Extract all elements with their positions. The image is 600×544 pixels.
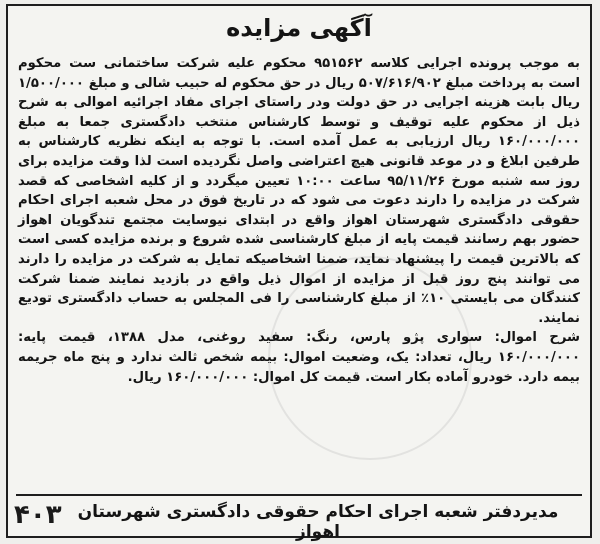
notice-body: [18, 54, 580, 387]
notice-signature: مدیردفتر شعبه اجرای احکام حقوقی دادگستری شهرستان اهواز: [77, 502, 559, 542]
footer-divider: [16, 494, 582, 496]
auction-notice: [6, 4, 592, 542]
notice-title: آگهی مزایده: [226, 14, 372, 42]
notice-paragraph-assets: شرح اموال: سواری پژو پارس، رنگ: سفید روغنی، مدل ۱۳۸۸، قیمت پایه: ۱۶۰/۰۰۰/۰۰۰ ریال، تعداد: یک، وضعیت اموال: بیمه شخص ثالث ندارد و پنج ماه جریمه بیمه دارد. خودرو آماده بکار است. قیمت کل اموال: ۱۶۰/۰۰۰/۰۰۰ ریال.: [18, 330, 580, 385]
handwritten-page-mark: ۴۰۳: [14, 500, 62, 530]
notice-paragraph-main: به موجب پرونده اجرایی کلاسه ۹۵۱۵۶۲ محکوم علیه شرکت ساختمانی ست محکوم است به پرداخت مبلغ ۵۰۷/۶۱۶/۹۰۲ ریال در حق محکوم له حبیب شالی و مبلغ ۱/۵۰۰/۰۰۰ ریال بابت هزینه اجرایی در حق دولت ودر راستای اجرای مفاد اجرائیه اموالی به شرح ذیل از محکوم علیه توقیف و توسط کارشناس منتخب دادگستری جمعا به مبلغ ۱۶۰/۰۰۰/۰۰۰ ریال ارزیابی به عمل آمده است. با توجه به اینکه نظریه کارشناس به طرفین ابلاغ و در موعد قانونی هیچ اعتراضی واصل نگردیده است لذا وقت مزایده برای روز سه شنبه مورخ ۹۵/۱۱/۲۶ ساعت ۱۰:۰۰ تعیین میگردد و از کلیه اشخاصی که قصد شرکت در مزایده را دارند دعوت می شود که در تاریخ فوق در محل شعبه اجرای احکام حقوقی دادگستری شهرستان اهواز واقع در ابتدای نیوسایت مجتمع تندگویان اهواز حضور بهم رسانند قیمت پایه از مبلغ کارشناسی شده شروع و برنده مزایده کسی است که بالاترین قیمت را پیشنهاد نماید، ضمنا اشخاصیکه تمایل به شرکت در مزایده را دارند می توانند پنج روز قبل از مزایده از اموال ذیل واقع در بازدید نمایند ضمنا شرکت کنندگان می بایستی ۱۰٪ از مبلغ کارشناسی را فی المجلس به حساب دادگستری تودیع نمایند.: [18, 56, 580, 326]
